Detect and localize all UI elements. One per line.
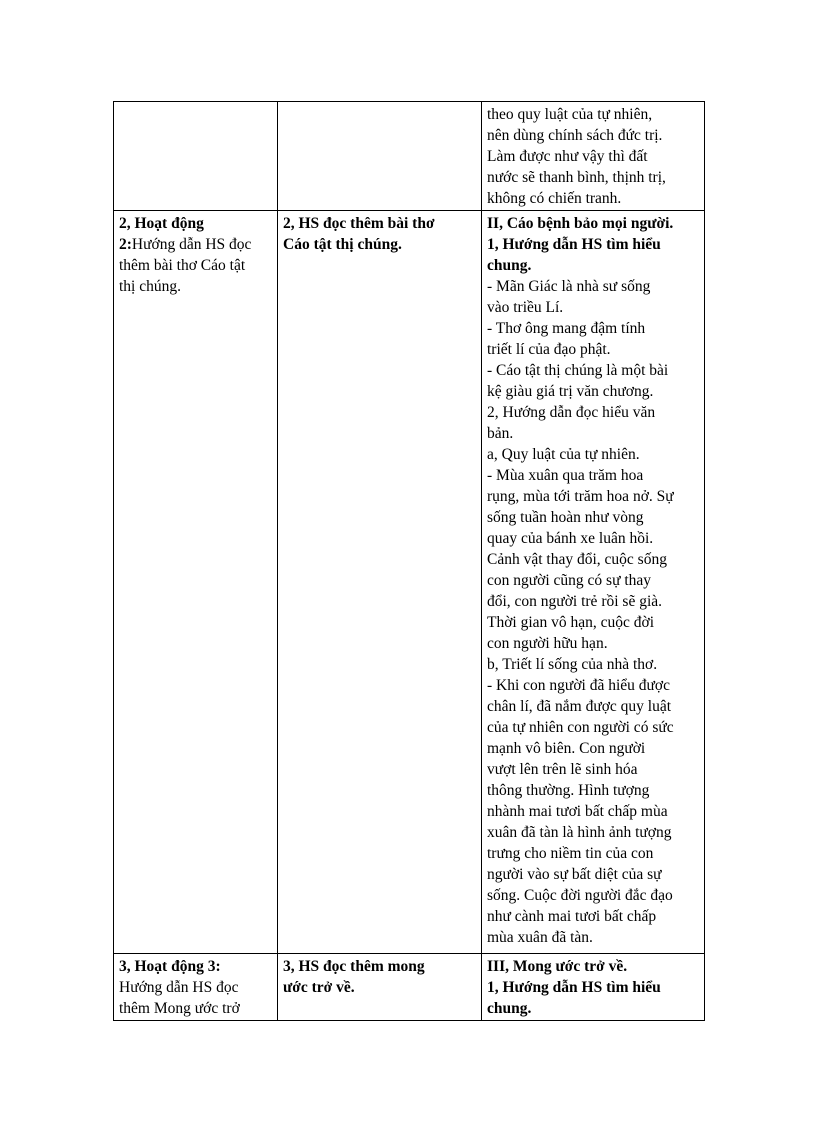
cell-text-line: chân lí, đã nắm được quy luật — [487, 698, 672, 715]
cell-text: Hướng dẫn HS đọc — [131, 236, 252, 253]
cell-text-line: thông thường. Hình tượng — [487, 782, 650, 799]
cell-text-line: 2, HS đọc thêm bài thơ — [283, 215, 435, 232]
student-activity-cell — [278, 102, 482, 211]
cell-text-line: - Thơ ông mang đậm tính — [487, 320, 646, 337]
cell-text-line: triết lí của đạo phật. — [487, 341, 611, 358]
content-cell — [482, 211, 705, 954]
cell-text-line: 2, Hướng dẫn đọc hiểu văn — [487, 404, 656, 421]
table-row — [114, 211, 705, 954]
cell-text-line: Làm được như vậy thì đất — [487, 148, 648, 165]
cell-text-line: ước trở về. — [283, 979, 355, 996]
cell-text-line: con người hữu hạn. — [487, 635, 608, 652]
cell-text-line: người vào sự bất diệt của sự — [487, 866, 662, 883]
cell-text-line: - Mãn Giác là nhà sư sống — [487, 278, 651, 295]
cell-text-line: như cành mai tươi bất chấp — [487, 908, 657, 925]
cell-text-line: thêm bài thơ Cáo tật — [119, 257, 246, 274]
cell-text-line: mạnh vô biên. Con người — [487, 740, 646, 757]
cell-text-line: thêm Mong ước trở — [119, 1000, 240, 1017]
cell-text-line: - Mùa xuân qua trăm hoa — [487, 467, 644, 484]
cell-text-line: a, Quy luật của tự nhiên. — [487, 446, 640, 463]
cell-text-line: con người cũng có sự thay — [487, 572, 652, 589]
cell-text-line: kệ giàu giá trị văn chương. — [487, 383, 654, 400]
cell-text-line: 2, Hoạt động — [119, 215, 204, 232]
cell-text-line: của tự nhiên con người có sức — [487, 719, 674, 736]
cell-text-line: bản. — [487, 425, 514, 442]
cell-text-line: Cảnh vật thay đổi, cuộc sống — [487, 551, 667, 568]
cell-text-line: 1, Hướng dẫn HS tìm hiểu — [487, 979, 661, 996]
cell-text-line: chung. — [487, 1000, 532, 1017]
student-activity-cell — [278, 211, 482, 954]
cell-text-line: 1, Hướng dẫn HS tìm hiểu — [487, 236, 661, 253]
activity-cell — [114, 954, 278, 1021]
activity-cell — [114, 102, 278, 211]
cell-text-line: sống. Cuộc đời người đắc đạo — [487, 887, 673, 904]
activity-cell — [114, 211, 278, 954]
table-row — [114, 102, 705, 211]
cell-text-line: quay của bánh xe luân hồi. — [487, 530, 654, 547]
cell-text-line: trưng cho niềm tin của con — [487, 845, 654, 862]
cell-text-line: rụng, mùa tới trăm hoa nở. Sự — [487, 488, 674, 505]
cell-text-line: vượt lên trên lẽ sinh hóa — [487, 761, 638, 778]
cell-text-line: 3, Hoạt động 3: — [119, 958, 221, 975]
cell-text-line: chung. — [487, 257, 532, 274]
cell-text-line: sống tuần hoàn như vòng — [487, 509, 644, 526]
cell-text-line: - Khi con người đã hiểu được — [487, 677, 670, 694]
content-cell — [482, 954, 705, 1021]
cell-text-line: xuân đã tàn là hình ảnh tượng — [487, 824, 672, 841]
lesson-plan-table — [113, 101, 705, 1021]
cell-text-line: b, Triết lí sống của nhà thơ. — [487, 656, 658, 673]
cell-text-line: - Cáo tật thị chúng là một bài — [487, 362, 669, 379]
cell-text-line: không có chiến tranh. — [487, 190, 622, 207]
cell-text-line: Thời gian vô hạn, cuộc đời — [487, 614, 655, 631]
cell-text-line: nhành mai tươi bất chấp mùa — [487, 803, 668, 820]
cell-text-line: theo quy luật của tự nhiên, — [487, 106, 653, 123]
cell-text-line: 3, HS đọc thêm mong — [283, 958, 425, 975]
cell-text-line: mùa xuân đã tàn. — [487, 929, 593, 946]
cell-text-bold: 2: — [119, 236, 132, 253]
cell-text-line: Cáo tật thị chúng. — [283, 236, 402, 253]
cell-text-line: Hướng dẫn HS đọc — [119, 979, 239, 996]
cell-text-line: nên dùng chính sách đức trị. — [487, 127, 663, 144]
cell-text-line: vào triều Lí. — [487, 299, 564, 316]
cell-text-line: đổi, con người trẻ rồi sẽ già. — [487, 593, 663, 610]
content-cell — [482, 102, 705, 211]
cell-text-line: thị chúng. — [119, 278, 181, 295]
cell-text-line: II, Cáo bệnh bảo mọi người. — [487, 215, 674, 232]
student-activity-cell — [278, 954, 482, 1021]
cell-text-line: nước sẽ thanh bình, thịnh trị, — [487, 169, 666, 186]
table-row — [114, 954, 705, 1021]
cell-text-line: III, Mong ước trở về. — [487, 958, 628, 975]
cell-text-line — [119, 234, 273, 255]
